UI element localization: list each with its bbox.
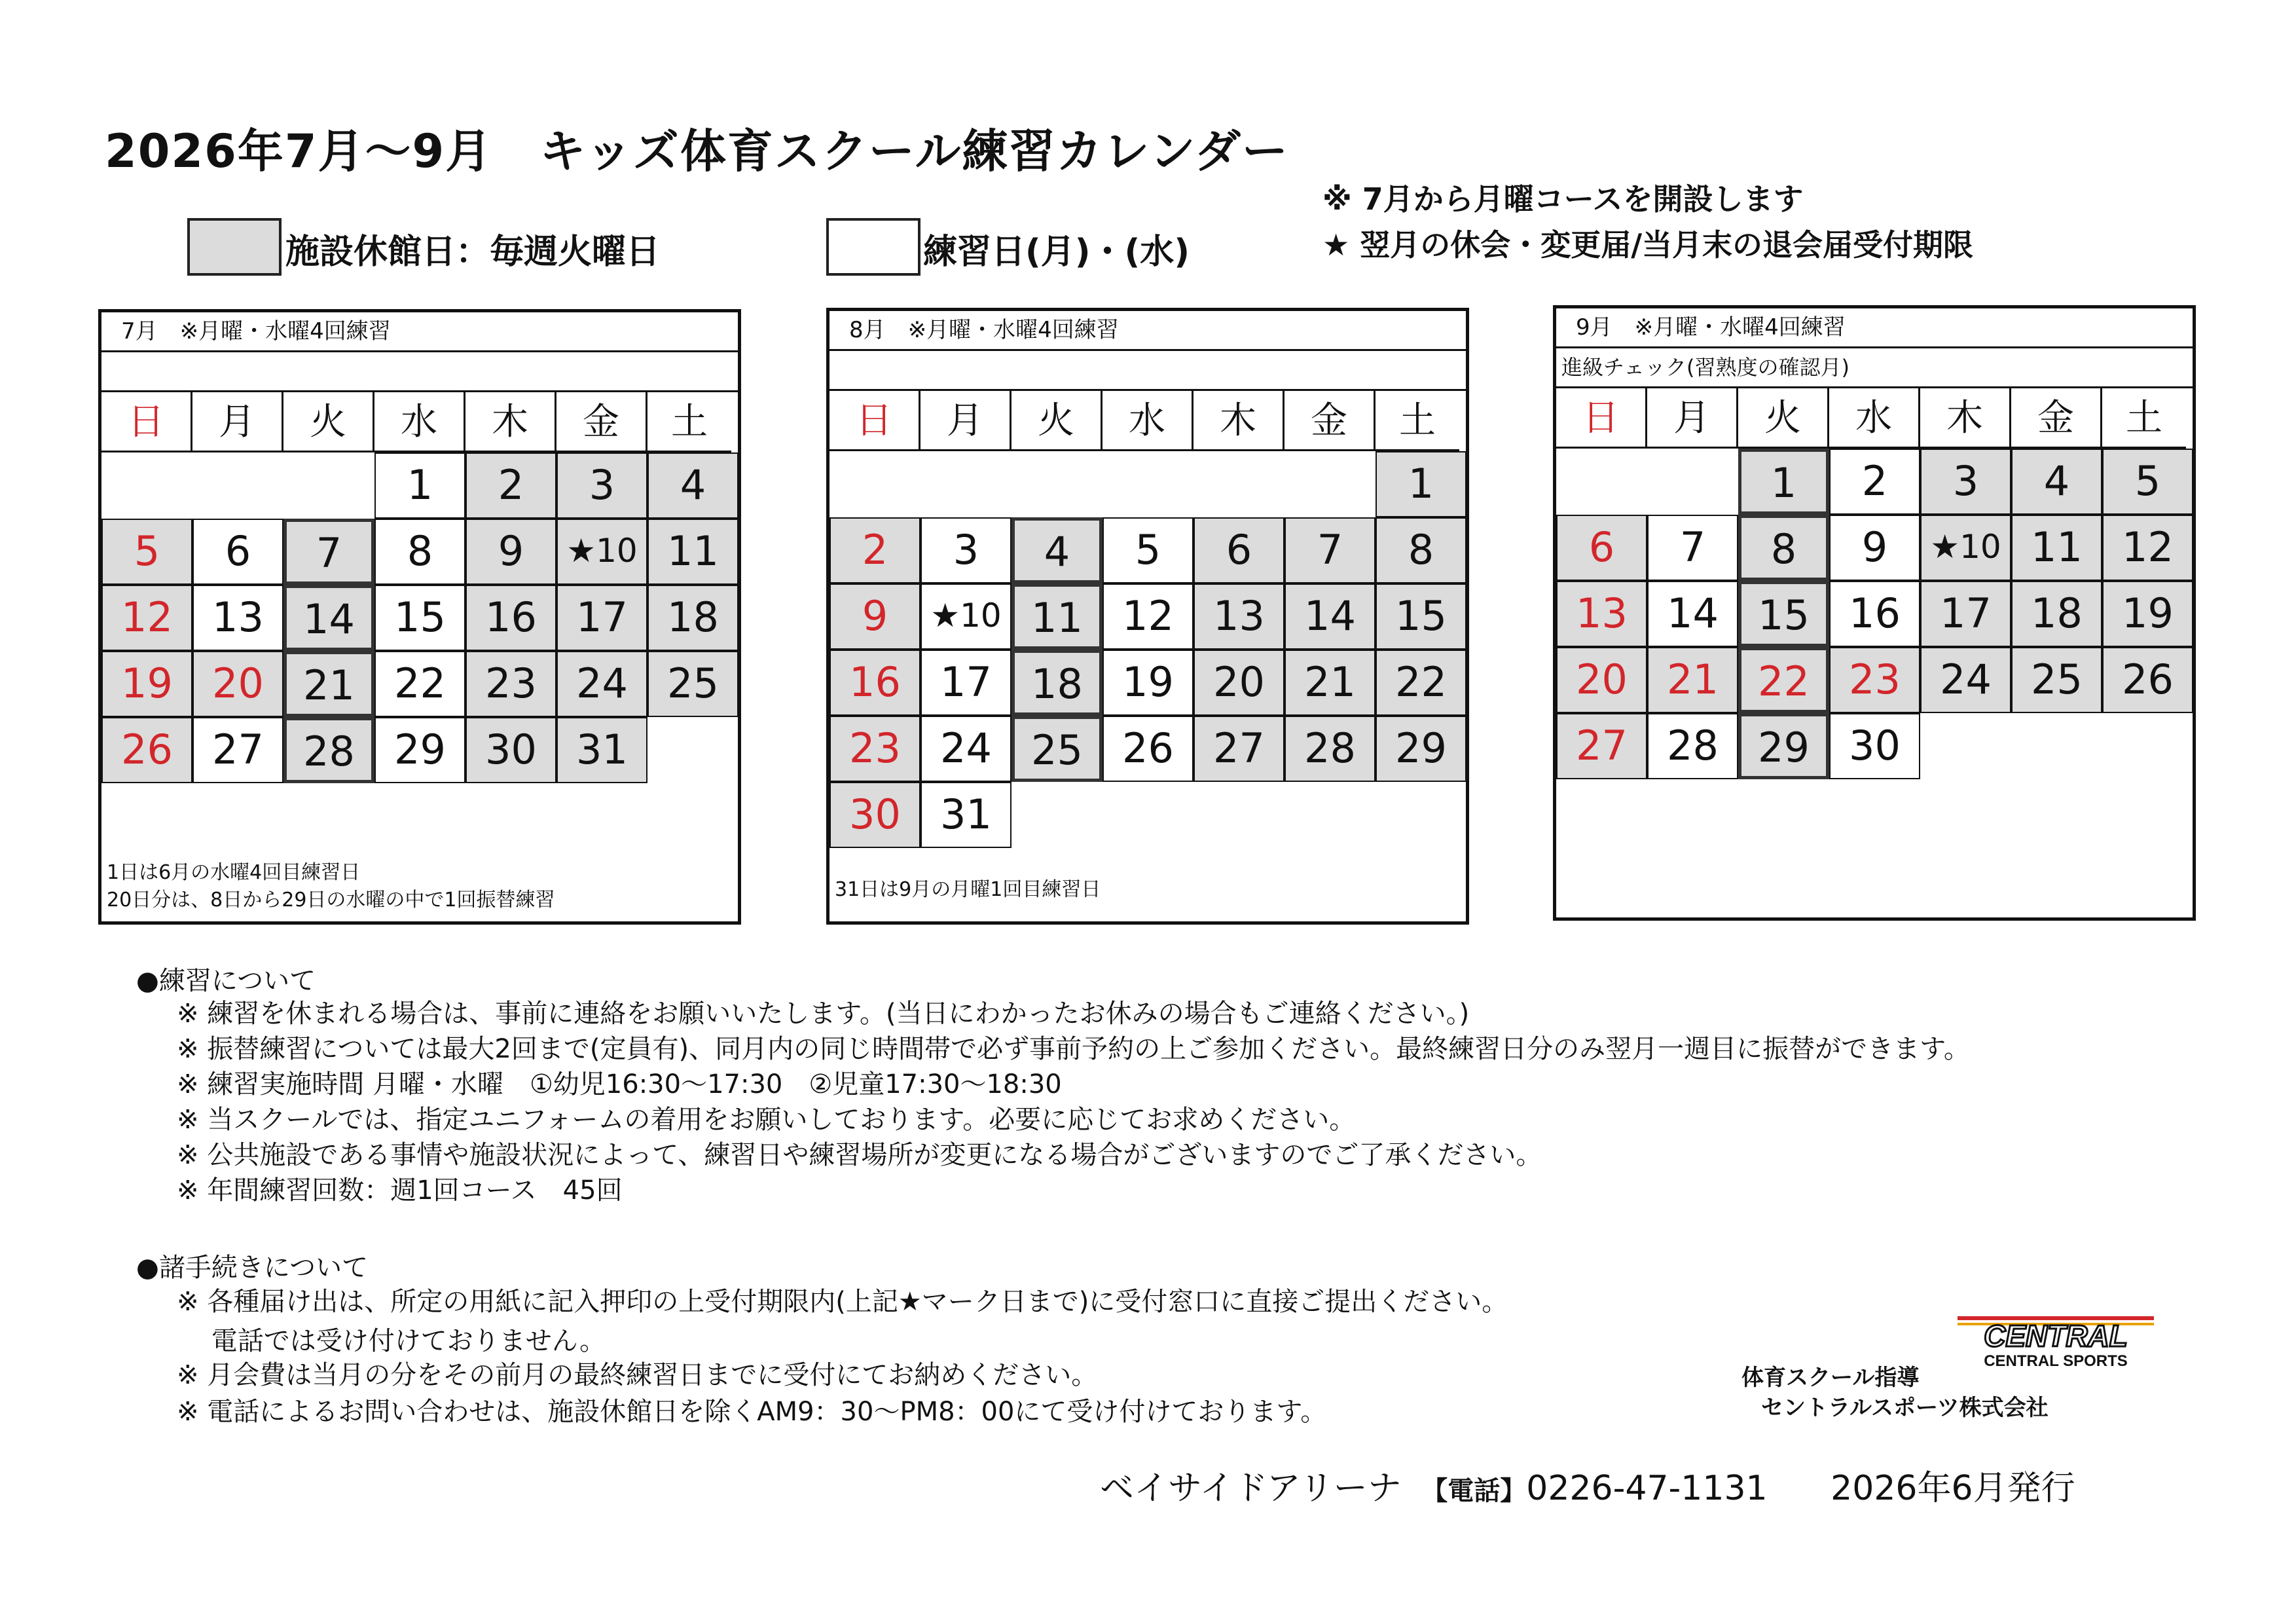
day-cell: 5 <box>2102 449 2193 515</box>
weekday-header: 土 <box>2102 388 2186 449</box>
practice-item: ※ 練習実施時間 月曜・水曜 ①幼児16:30～17:30 ②児童17:30～18:30 <box>177 1069 1062 1099</box>
day-cell: 28 <box>1285 716 1376 782</box>
practice-item: ※ 年間練習回数：週1回コース 45回 <box>177 1175 623 1206</box>
weekday-header: 月 <box>192 392 283 452</box>
day-cell: 11 <box>1011 583 1102 650</box>
day-cell: 15 <box>1738 581 1829 647</box>
day-cell: 7 <box>1647 515 1738 581</box>
day-cell: 13 <box>192 585 283 651</box>
day-cell: 3 <box>1920 449 2011 515</box>
day-cell: 19 <box>1102 650 1194 716</box>
day-cell: 14 <box>1647 581 1738 647</box>
day-cell: 13 <box>1194 583 1285 650</box>
venue-name: ベイサイドアリーナ <box>1100 1469 1402 1508</box>
day-cell: 29 <box>1738 713 1829 779</box>
day-cell: 20 <box>192 651 283 717</box>
logo-subtext: CENTRAL SPORTS <box>1984 1352 2128 1369</box>
day-cell: 13 <box>1556 581 1647 647</box>
day-cell: 16 <box>1829 581 1920 647</box>
day-cell: 23 <box>465 651 556 717</box>
day-cell: 17 <box>1920 581 2011 647</box>
day-cell: 16 <box>829 650 920 716</box>
day-cell: 23 <box>1829 647 1920 713</box>
weekday-header: 水 <box>374 392 465 452</box>
day-cell: 9 <box>1829 515 1920 581</box>
day-cell: 9 <box>829 583 920 650</box>
weekday-header: 日 <box>101 392 192 452</box>
practice-heading: ●練習について <box>136 966 316 996</box>
weekday-header: 水 <box>1102 391 1194 451</box>
weekday-header: 土 <box>1376 391 1459 451</box>
day-cell: 25 <box>1011 716 1102 782</box>
day-cell: 6 <box>1194 517 1285 583</box>
day-cell: 2 <box>829 517 920 583</box>
day-cell: 1 <box>1376 451 1467 517</box>
day-cell: 21 <box>1285 650 1376 716</box>
day-cell: 11 <box>647 519 738 585</box>
deadline-day-cell: ★10 <box>920 583 1011 650</box>
day-cell: 4 <box>2011 449 2102 515</box>
day-cell: 8 <box>1738 515 1829 581</box>
day-cell: 8 <box>374 519 465 585</box>
footnote: 31日は9月の月曜1回目練習日 <box>835 878 1101 901</box>
day-cell: 20 <box>1194 650 1285 716</box>
day-cell: 14 <box>1285 583 1376 650</box>
month-note <box>101 352 738 392</box>
month-note: 進級チェック(習熟度の確認月) <box>1556 348 2193 388</box>
legend-closed-swatch <box>187 218 282 276</box>
day-cell: 31 <box>556 717 647 783</box>
legend-closed-label: 施設休館日：毎週火曜日 <box>285 232 661 272</box>
procedure-item: ※ 各種届け出は、所定の用紙に記入押印の上受付期限内(上記★マーク日まで)に受付窓口に直接ご提出ください。 <box>177 1287 1508 1317</box>
weekday-header: 木 <box>465 392 556 452</box>
practice-item: ※ 当スクールでは、指定ユニフォームの着用をお願いしております。必要に応じてお求めください。 <box>177 1105 1356 1135</box>
company-name: セントラルスポーツ株式会社 <box>1761 1395 2049 1421</box>
day-cell: 28 <box>1647 713 1738 779</box>
day-cell: 26 <box>101 717 192 783</box>
day-cell: 30 <box>829 782 920 848</box>
weekday-header: 水 <box>1829 388 1920 449</box>
day-cell: 27 <box>1194 716 1285 782</box>
deadline-day-cell: ★10 <box>1920 515 2011 581</box>
month-header: 9月 ※月曜・水曜4回練習 <box>1556 308 2193 348</box>
day-cell: 25 <box>2011 647 2102 713</box>
day-cell: 30 <box>1829 713 1920 779</box>
day-cell: 9 <box>465 519 556 585</box>
footer-line <box>1100 1460 2075 1509</box>
day-cell: 29 <box>374 717 465 783</box>
footnote: 1日は6月の水曜4回目練習日 <box>107 861 361 884</box>
day-cell: 15 <box>374 585 465 651</box>
day-cell: 16 <box>465 585 556 651</box>
day-cell: 8 <box>1376 517 1467 583</box>
day-cell: 24 <box>1920 647 2011 713</box>
procedure-item: ※ 月会費は当月の分をその前月の最終練習日までに受付にてお納めください。 <box>177 1360 1098 1390</box>
day-cell: 3 <box>920 517 1011 583</box>
weekday-header: 木 <box>1920 388 2011 449</box>
day-cell: 23 <box>829 716 920 782</box>
day-cell: 28 <box>283 717 374 783</box>
day-cell: 18 <box>647 585 738 651</box>
day-cell: 5 <box>101 519 192 585</box>
calendar-august <box>826 308 1469 925</box>
weekday-header: 日 <box>829 391 920 451</box>
weekday-header: 土 <box>647 392 731 452</box>
month-header: 7月 ※月曜・水曜4回練習 <box>101 312 738 352</box>
day-cell: 11 <box>2011 515 2102 581</box>
day-cell: 6 <box>1556 515 1647 581</box>
day-cell: 18 <box>2011 581 2102 647</box>
day-cell: 24 <box>920 716 1011 782</box>
day-cell: 26 <box>1102 716 1194 782</box>
month-header: 8月 ※月曜・水曜4回練習 <box>829 311 1466 351</box>
weekday-header: 火 <box>1011 391 1102 451</box>
day-cell: 22 <box>1376 650 1467 716</box>
procedure-item: 電話では受け付けておりません。 <box>177 1326 606 1356</box>
weekday-header: 木 <box>1194 391 1285 451</box>
footnote: 20日分は、8日から29日の水曜の中で1回振替練習 <box>107 889 555 912</box>
day-cell: 2 <box>1829 449 1920 515</box>
weekday-header: 月 <box>1647 388 1738 449</box>
weekday-header: 金 <box>556 392 647 452</box>
practice-item: ※ 振替練習については最大2回まで(定員有)、同月内の同じ時間帯で必ず事前予約の上ご参加ください。最終練習日分のみ翌月一週目に振替ができます。 <box>177 1034 1970 1064</box>
weekday-header: 金 <box>1285 391 1376 451</box>
issue-date: 2026年6月発行 <box>1831 1469 2075 1508</box>
day-cell: 1 <box>1738 449 1829 515</box>
day-cell: 19 <box>101 651 192 717</box>
day-cell: 17 <box>920 650 1011 716</box>
day-cell: 7 <box>283 519 374 585</box>
day-cell: 12 <box>2102 515 2193 581</box>
page-title: 2026年7月～9月 キッズ体育スクール練習カレンダー <box>105 124 1289 178</box>
month-note <box>829 351 1466 391</box>
logo-text: CENTRAL <box>1984 1319 2128 1353</box>
day-cell: 12 <box>1102 583 1194 650</box>
day-cell: 30 <box>465 717 556 783</box>
day-cell: 14 <box>283 585 374 651</box>
practice-item: ※ 練習を休まれる場合は、事前に連絡をお願いいたします。(当日にわかったお休みの場合もご連絡ください。) <box>177 999 1470 1029</box>
day-cell: 3 <box>556 452 647 519</box>
day-cell: 6 <box>192 519 283 585</box>
weekday-header: 火 <box>283 392 374 452</box>
day-cell: 2 <box>465 452 556 519</box>
deadline-day-cell: ★10 <box>556 519 647 585</box>
day-cell: 12 <box>101 585 192 651</box>
day-cell: 20 <box>1556 647 1647 713</box>
day-cell: 15 <box>1376 583 1467 650</box>
day-cell: 7 <box>1285 517 1376 583</box>
practice-item: ※ 公共施設である事情や施設状況によって、練習日や練習場所が変更になる場合がございますのでご了承ください。 <box>177 1140 1542 1170</box>
day-cell: 21 <box>283 651 374 717</box>
day-cell: 31 <box>920 782 1011 848</box>
legend-practice-label: 練習日(月)・(水) <box>923 232 1190 272</box>
day-cell: 19 <box>2102 581 2193 647</box>
day-cell: 26 <box>2102 647 2193 713</box>
calendar-july <box>98 309 741 925</box>
weekday-header: 火 <box>1738 388 1829 449</box>
weekday-header: 日 <box>1556 388 1647 449</box>
day-cell: 21 <box>1647 647 1738 713</box>
procedure-item: ※ 電話によるお問い合わせは、施設休館日を除くAM9：30～PM8：00にて受け付けております。 <box>177 1397 1327 1427</box>
notice-monday-course: ※ 7月から月曜コースを開設します <box>1322 181 1804 217</box>
procedure-heading: ●諸手続きについて <box>136 1253 369 1283</box>
day-cell: 27 <box>1556 713 1647 779</box>
day-cell: 17 <box>556 585 647 651</box>
day-cell: 18 <box>1011 650 1102 716</box>
day-cell: 25 <box>647 651 738 717</box>
weekday-header: 月 <box>920 391 1011 451</box>
day-cell: 24 <box>556 651 647 717</box>
calendar-september <box>1553 305 2196 921</box>
day-cell: 5 <box>1102 517 1194 583</box>
weekday-header: 金 <box>2011 388 2102 449</box>
day-cell: 22 <box>374 651 465 717</box>
day-cell: 22 <box>1738 647 1829 713</box>
day-cell: 29 <box>1376 716 1467 782</box>
phone-label: 【電話】 <box>1421 1476 1527 1506</box>
notice-deadline: ★ 翌月の休会・変更届/当月末の退会届受付期限 <box>1322 227 1974 263</box>
day-cell: 4 <box>1011 517 1102 583</box>
guidance-label: 体育スクール指導 <box>1741 1365 1920 1391</box>
legend-practice-swatch <box>826 218 920 276</box>
day-cell: 1 <box>374 452 465 519</box>
day-cell: 27 <box>192 717 283 783</box>
phone-number: 0226-47-1131 <box>1526 1469 1768 1508</box>
central-sports-logo <box>1958 1310 2154 1369</box>
day-cell: 4 <box>647 452 738 519</box>
